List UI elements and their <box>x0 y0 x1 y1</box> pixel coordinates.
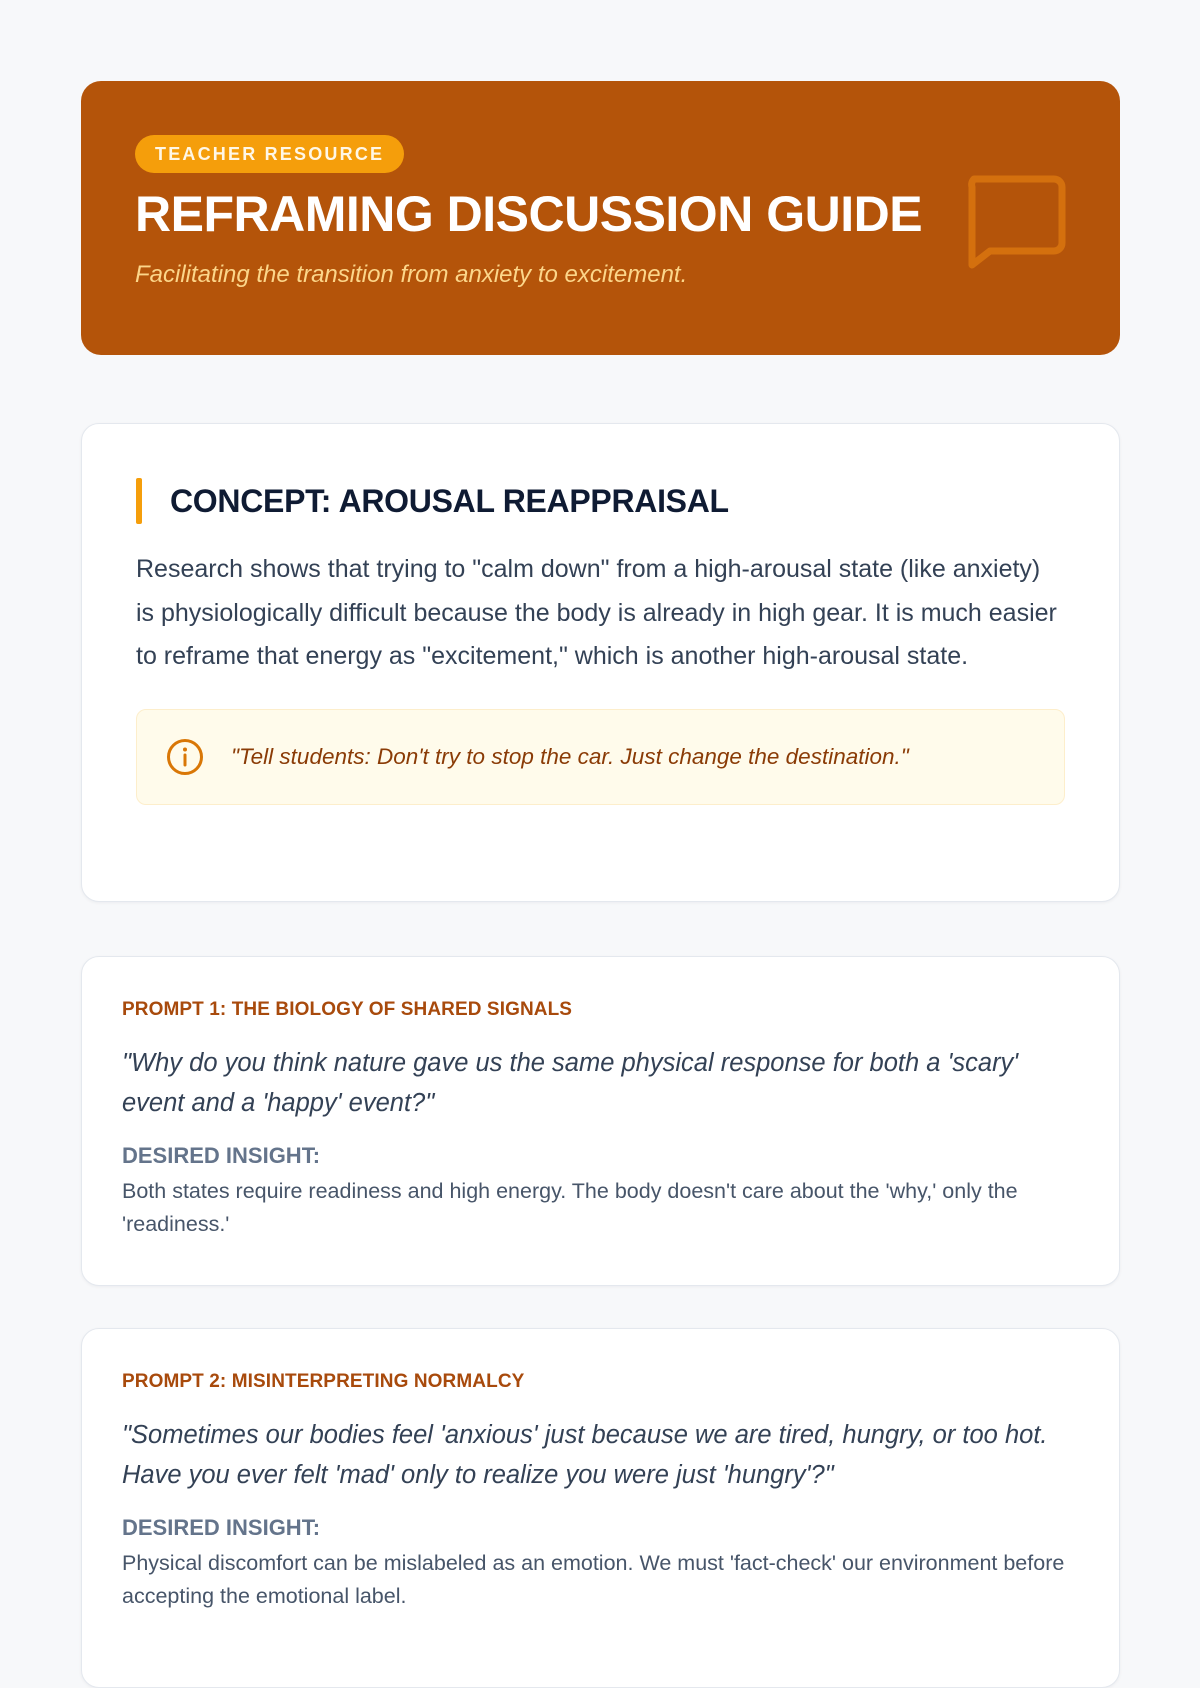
insight-text: Both states require readiness and high energy. The body doesn't care about the 'why,' only the 'readiness.' <box>122 1179 1018 1236</box>
info-icon <box>165 737 205 777</box>
prompt-card <box>81 1328 1120 1688</box>
prompt-label: PROMPT 1: THE BIOLOGY OF SHARED SIGNALS <box>122 999 573 1020</box>
concept-heading-text: CONCEPT: AROUSAL REAPPRAISAL <box>170 482 729 519</box>
prompt-question: "Why do you think nature gave us the same physical response for both a 'scary' event and a 'happy' event?" <box>122 1049 1019 1117</box>
prompt-label: PROMPT 2: MISINTERPRETING NORMALCY <box>122 1371 525 1392</box>
header-banner <box>81 81 1120 355</box>
chat-bubble-icon <box>962 173 1066 269</box>
insight-label: DESIRED INSIGHT: <box>122 1143 321 1168</box>
page-subtitle: Facilitating the transition from anxiety to excitement. <box>135 261 688 288</box>
insight-text: Physical discomfort can be mislabeled as an emotion. We must 'fact-check' our environment before accepting the emotional label. <box>122 1551 1065 1608</box>
insight-label: DESIRED INSIGHT: <box>122 1515 321 1540</box>
prompt-card <box>81 956 1120 1286</box>
page-title: REFRAMING DISCUSSION GUIDE <box>135 186 923 242</box>
concept-card <box>81 423 1120 902</box>
concept-heading <box>136 478 1065 524</box>
page <box>81 81 1120 1688</box>
callout-text: "Tell students: Don't try to stop the car. Just change the destination." <box>231 743 909 769</box>
heading-accent-bar <box>136 478 142 524</box>
concept-body: Research shows that trying to "calm down" from a high-arousal state (like anxiety) is physiologically difficult because the body is already in high gear. It is much easier to reframe that energy as "excitement," which is another high-arousal state. <box>136 555 1057 670</box>
resource-badge: TEACHER RESOURCE <box>135 135 404 173</box>
prompt-question: "Sometimes our bodies feel 'anxious' just because we are tired, hungry, or too hot. Have you ever felt 'mad' only to realize you were just 'hungry'?" <box>122 1421 1048 1489</box>
teacher-tip-callout <box>136 709 1065 805</box>
